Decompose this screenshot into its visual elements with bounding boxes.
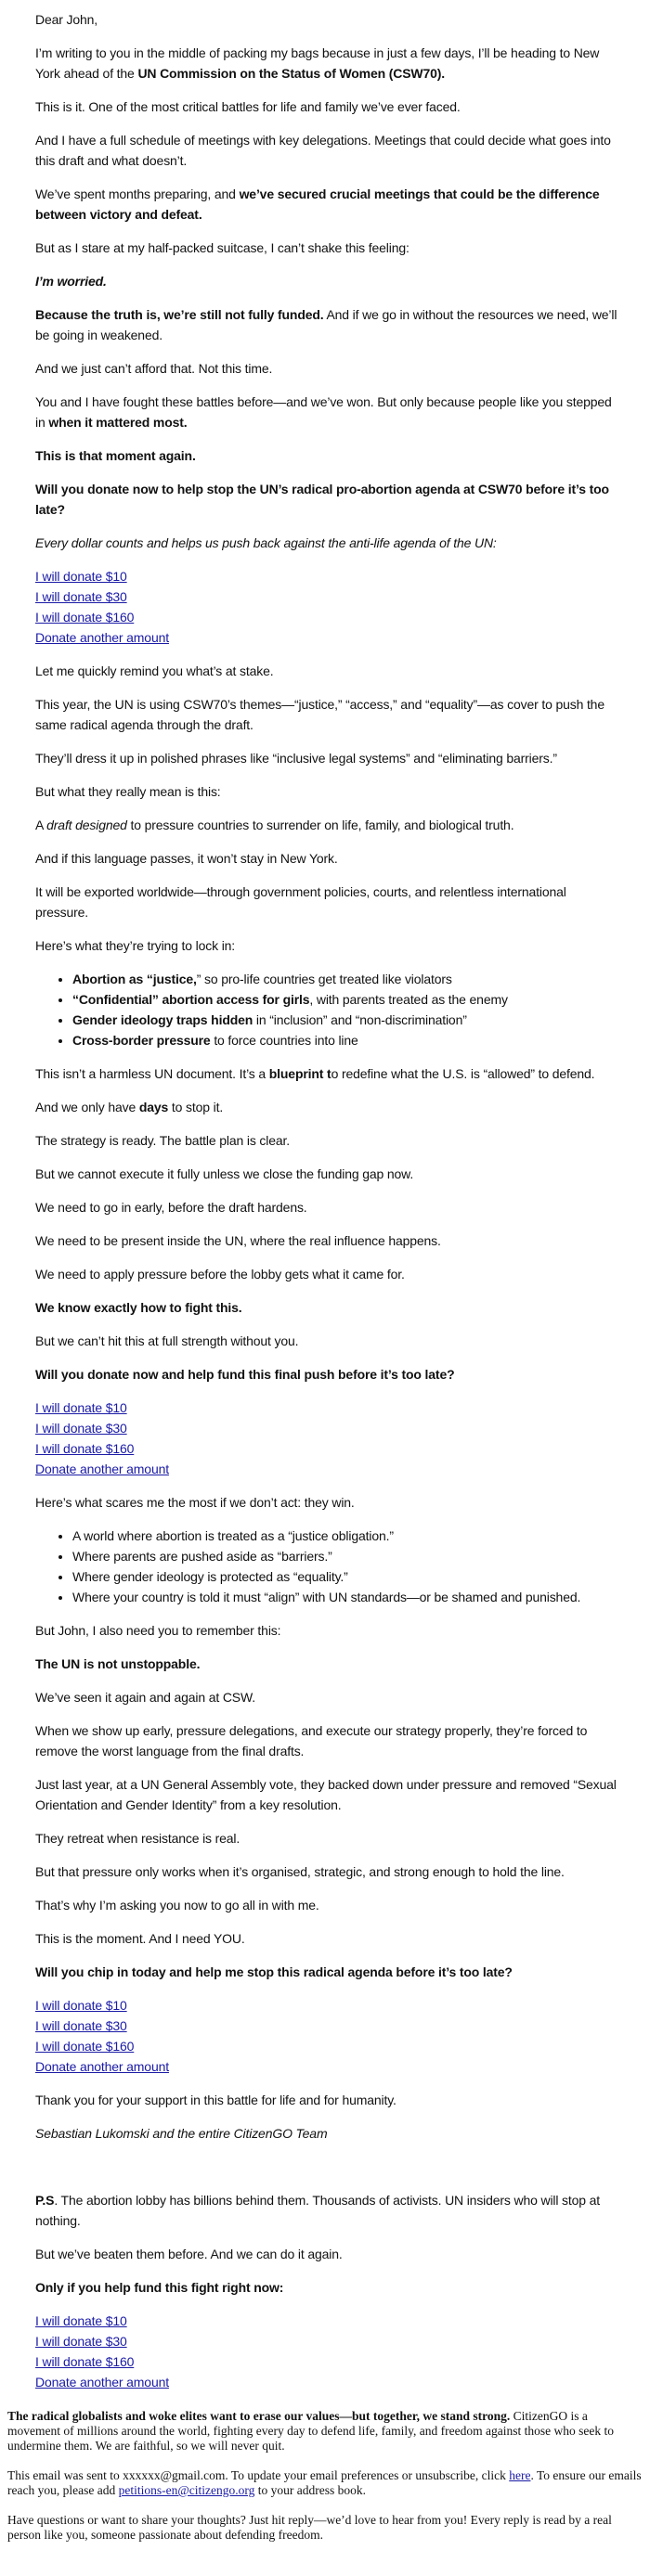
paragraph (35, 1063, 620, 1084)
donate-link-donate-another-amount[interactable]: Donate another amount (35, 2059, 169, 2074)
email-footer (0, 2405, 650, 2576)
paragraph (35, 2190, 620, 2231)
paragraph (35, 130, 620, 171)
donation-links (35, 1995, 620, 2077)
paragraph (35, 304, 620, 345)
donation-links (35, 1397, 620, 1479)
text-run: in “inclusion” and “non-discrimination” (253, 1012, 467, 1027)
text-run: But as I stare at my half-packed suitcase, I can’t shake this feeling: (35, 240, 410, 255)
text-run: But that pressure only works when it’s organised, strategic, and strong enough to hold the line. (35, 1864, 565, 1879)
list-item (72, 1030, 620, 1050)
text-run: Gender ideology traps hidden (72, 1012, 254, 1027)
text-run: Every dollar counts and helps us push back against the anti-life agenda of the UN: (35, 535, 497, 550)
text-run: Have questions or want to share your thoughts? Just hit reply—we’d love to hear from you! Every reply is read by a real person like you, someone passionate about defending freedom. (7, 2513, 612, 2542)
text-run: Let me quickly remind you what’s at stake. (35, 663, 274, 678)
paragraph (35, 781, 620, 802)
paragraph (35, 1928, 620, 1949)
text-run: when it mattered most. (48, 415, 188, 430)
donate-link-i-will-donate-30[interactable]: I will donate $30 (35, 2018, 127, 2033)
paragraph (35, 1774, 620, 1815)
paragraph (35, 935, 620, 956)
paragraph (35, 1492, 620, 1513)
paragraph (35, 271, 620, 291)
paragraph (35, 358, 620, 379)
text-run: You and I have fought these battles before—and we’ve won. But only because people like you stepped in (35, 394, 612, 430)
donate-link-i-will-donate-30[interactable]: I will donate $30 (35, 1421, 127, 1436)
paragraph (35, 1861, 620, 1882)
paragraph (35, 1230, 620, 1251)
list-item (72, 1526, 620, 1546)
donate-link-i-will-donate-160[interactable]: I will donate $160 (35, 2354, 135, 2369)
paragraph (35, 1962, 620, 1982)
text-run: This year, the UN is using CSW70’s themes—“justice,” “access,” and “equality”—as cover to push the same radical agenda through the draft. (35, 697, 604, 732)
paragraph (35, 1130, 620, 1151)
text-run: This is that moment again. (35, 448, 196, 463)
text-run: Will you donate now and help fund this final push before it’s too late? (35, 1367, 455, 1382)
paragraph (35, 815, 620, 835)
paragraph (35, 479, 620, 520)
text-run: . To ensure our emails reach you, please add (7, 2468, 642, 2497)
list-item (72, 1546, 620, 1566)
paragraph (35, 1197, 620, 1217)
paragraph (35, 184, 620, 225)
text-run: Abortion as “justice, (72, 972, 197, 986)
bullet-list (35, 969, 620, 1050)
text-run: This is the moment. And I need YOU. (35, 1931, 245, 1946)
text-run: We know exactly how to fight this. (35, 1300, 242, 1315)
footer-link-petitions-en-citizengo-org[interactable]: petitions-en@citizengo.org (118, 2483, 255, 2497)
text-run: This isn’t a harmless UN document. It’s a (35, 1066, 269, 1081)
footer-paragraph (7, 2468, 643, 2498)
text-run: The strategy is ready. The battle plan is clear. (35, 1133, 290, 1148)
text-run: Where parents are pushed aside as “barriers.” (72, 1549, 332, 1564)
donate-link-i-will-donate-10[interactable]: I will donate $10 (35, 1998, 127, 2013)
text-run: But John, I also need you to remember this: (35, 1623, 281, 1638)
text-run: Only if you help fund this fight right now: (35, 2280, 284, 2295)
text-run: . The abortion lobby has billions behind them. Thousands of activists. UN insiders who will stop at nothing. (35, 2193, 601, 2228)
text-run: They’ll dress it up in polished phrases like “inclusive legal systems” and “eliminating barriers.” (35, 751, 557, 766)
text-run: They retreat when resistance is real. (35, 1831, 240, 1846)
donate-link-donate-another-amount[interactable]: Donate another amount (35, 630, 169, 645)
text-run: We need to be present inside the UN, where the real influence happens. (35, 1233, 441, 1248)
text-run: o redefine what the U.S. is “allowed” to defend. (331, 1066, 595, 1081)
text-run: Where gender ideology is protected as “equality.” (72, 1569, 348, 1584)
list-item (72, 1010, 620, 1030)
paragraph (35, 848, 620, 869)
text-run: A world where abortion is treated as a “justice obligation.” (72, 1528, 394, 1543)
text-run: Will you chip in today and help me stop this radical agenda before it’s too late? (35, 1964, 513, 1979)
donation-links (35, 566, 620, 648)
text-run: This is it. One of the most critical battles for life and family we’ve ever faced. (35, 99, 461, 114)
text-run: This email was sent to xxxxxx@gmail.com. To update your email preferences or unsubscribe, click (7, 2468, 510, 2482)
text-run: We need to apply pressure before the lobby gets what it came for. (35, 1267, 405, 1282)
text-run: And I have a full schedule of meetings with key delegations. Meetings that could decide what goes into this draft and what doesn’t. (35, 133, 611, 168)
donation-links (35, 2311, 620, 2392)
text-run: Cross-border pressure (72, 1033, 211, 1048)
donate-link-i-will-donate-10[interactable]: I will donate $10 (35, 2313, 127, 2328)
paragraph (35, 238, 620, 258)
text-run: to pressure countries to surrender on life, family, and biological truth. (126, 818, 514, 832)
paragraph (35, 1654, 620, 1674)
text-run: We’ve seen it again and again at CSW. (35, 1690, 256, 1705)
text-run: We’ve spent months preparing, and (35, 187, 240, 201)
text-run: draft designed (46, 818, 127, 832)
paragraph (35, 1828, 620, 1848)
list-item (72, 969, 620, 989)
paragraph (35, 694, 620, 735)
footer-paragraph (7, 2409, 643, 2454)
paragraph (35, 9, 620, 30)
spacer (35, 2157, 620, 2190)
paragraph (35, 97, 620, 117)
paragraph (35, 1620, 620, 1641)
paragraph (35, 43, 620, 84)
text-run: And if this language passes, it won’t stay in New York. (35, 851, 338, 866)
text-run: Will you donate now to help stop the UN’s radical pro-abortion agenda at CSW70 before it’s too late? (35, 482, 609, 517)
paragraph (35, 1720, 620, 1761)
text-run: A (35, 818, 47, 832)
text-run: Thank you for your support in this battle for life and for humanity. (35, 2093, 396, 2107)
footer-paragraph (7, 2513, 643, 2543)
text-run: to your address book. (254, 2483, 366, 2497)
paragraph (35, 445, 620, 466)
donate-link-donate-another-amount[interactable]: Donate another amount (35, 1462, 169, 1476)
text-run: Where your country is told it must “align” with UN standards—or be shamed and punished. (72, 1590, 581, 1604)
paragraph (35, 533, 620, 553)
donate-link-i-will-donate-30[interactable]: I will donate $30 (35, 589, 127, 604)
text-run: The UN is not unstoppable. (35, 1656, 201, 1671)
paragraph (35, 2123, 620, 2144)
text-run: UN Commission on the Status of Women (CSW70). (137, 66, 446, 81)
paragraph (35, 1164, 620, 1184)
text-run: Because the truth is, we’re still not fully funded. (35, 307, 324, 322)
text-run: I’m worried. (35, 274, 107, 289)
paragraph (35, 748, 620, 768)
text-run: days (138, 1100, 169, 1114)
text-run: It will be exported worldwide—through government policies, courts, and relentless international pressure. (35, 884, 566, 920)
paragraph (35, 1687, 620, 1707)
paragraph (35, 2277, 620, 2298)
text-run: blueprint t (268, 1066, 332, 1081)
text-run: Here’s what they’re trying to lock in: (35, 938, 236, 953)
text-run: But we’ve beaten them before. And we can do it again. (35, 2247, 343, 2261)
donate-link-donate-another-amount[interactable]: Donate another amount (35, 2375, 169, 2389)
text-run: P.S (35, 2193, 55, 2208)
text-run: And we just can’t afford that. Not this time. (35, 361, 273, 376)
paragraph (35, 661, 620, 681)
text-run: “Confidential” abortion access for girls (72, 992, 310, 1007)
text-run: , with parents treated as the enemy (309, 992, 508, 1007)
donate-link-i-will-donate-160[interactable]: I will donate $160 (35, 2039, 135, 2054)
paragraph (35, 1297, 620, 1318)
text-run: Dear John, (35, 12, 98, 27)
text-run: ” so pro-life countries get treated like violators (196, 972, 452, 986)
text-run: And if we go in without the resources we need, we’ll be going in weakened. (35, 307, 618, 342)
text-run: The radical globalists and woke elites want to erase our values—but together, we stand strong. (7, 2409, 511, 2423)
list-item (72, 1566, 620, 1587)
paragraph (35, 882, 620, 922)
paragraph (35, 1895, 620, 1915)
text-run: Just last year, at a UN General Assembly vote, they backed down under pressure and removed “Sexual Orientation and Gender Identity” from a key resolution. (35, 1777, 617, 1812)
donate-link-i-will-donate-160[interactable]: I will donate $160 (35, 610, 135, 625)
paragraph (35, 392, 620, 432)
text-run: to force countries into line (210, 1033, 358, 1048)
text-run: Sebastian Lukomski and the entire CitizenGO Team (35, 2126, 328, 2141)
text-run: CitizenGO is a movement of millions around the world, fighting every day to defend life, family, and freedom against those who seek to undermine them. We are faithful, so we will never quit. (7, 2409, 614, 2453)
paragraph (35, 2090, 620, 2110)
paragraph (35, 1364, 620, 1385)
donate-link-i-will-donate-160[interactable]: I will donate $160 (35, 1441, 135, 1456)
text-run: That’s why I’m asking you now to go all in with me. (35, 1898, 319, 1913)
text-run: we’ve secured crucial meetings that could be the difference between victory and defeat. (35, 187, 600, 222)
text-run: But we cannot execute it fully unless we close the funding gap now. (35, 1166, 414, 1181)
text-run: When we show up early, pressure delegations, and execute our strategy properly, they’re forced to remove the worst language from the final drafts. (35, 1723, 588, 1758)
paragraph (35, 1097, 620, 1117)
donate-link-i-will-donate-10[interactable]: I will donate $10 (35, 569, 127, 584)
paragraph (35, 1264, 620, 1284)
text-run: And we only have (35, 1100, 139, 1114)
footer-link-here[interactable]: here (509, 2468, 531, 2482)
text-run: to stop it. (168, 1100, 224, 1114)
bullet-list (35, 1526, 620, 1607)
text-run: I’m writing to you in the middle of packing my bags because in just a few days, I’ll be heading to New York ahead of the (35, 45, 600, 81)
text-run: But we can’t hit this at full strength without you. (35, 1333, 299, 1348)
paragraph (35, 2244, 620, 2264)
text-run: But what they really mean is this: (35, 784, 221, 799)
donate-link-i-will-donate-30[interactable]: I will donate $30 (35, 2334, 127, 2349)
paragraph (35, 1331, 620, 1351)
list-item (72, 989, 620, 1010)
text-run: Here’s what scares me the most if we don’t act: they win. (35, 1495, 355, 1510)
list-item (72, 1587, 620, 1607)
text-run: We need to go in early, before the draft hardens. (35, 1200, 307, 1215)
donate-link-i-will-donate-10[interactable]: I will donate $10 (35, 1400, 127, 1415)
